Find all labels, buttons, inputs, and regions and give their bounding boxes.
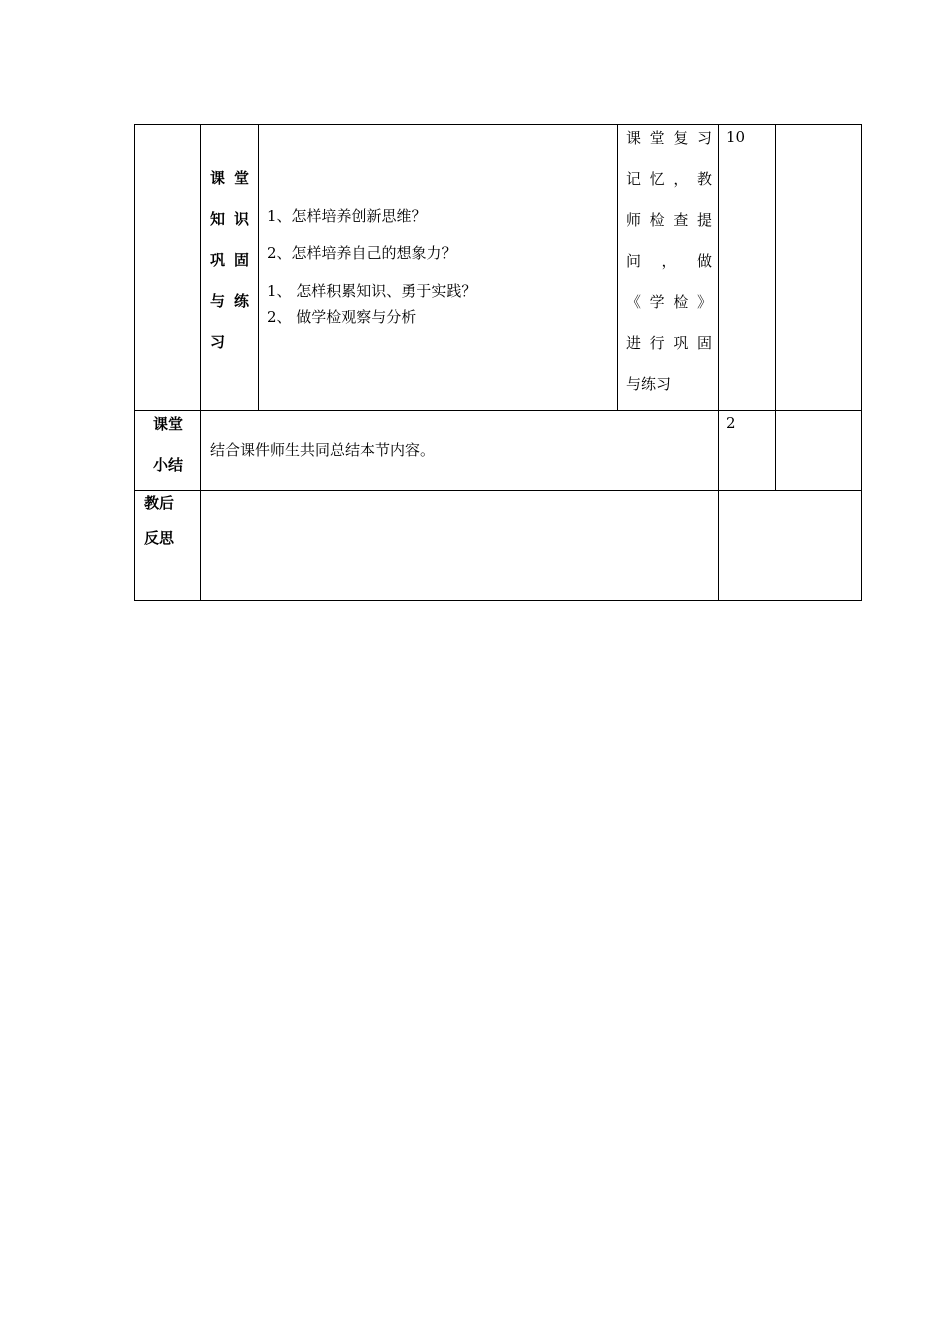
table-border-left [134,124,135,601]
consolidation-label-line: 与练 [210,292,259,310]
consolidation-minutes: 10 [726,128,746,146]
reflection-label-line: 教后 [144,494,175,512]
task-item: 2、 做学检观察与分析 [267,308,417,326]
reflection-label-line: 反思 [144,529,175,547]
table-border-bottom [134,600,862,601]
method-line: 记 忆 ， 教 [626,170,712,188]
method-line: 问 ， 做 [626,252,712,270]
task-item: 1、 怎样积累知识、勇于实践？ [267,282,477,300]
summary-minutes: 2 [726,414,736,432]
table-border-top [134,124,862,125]
table-col-divider-4 [718,124,719,601]
consolidation-label-line: 习 [210,333,235,351]
consolidation-label-line: 巩固 [210,251,259,269]
consolidation-label-line: 课堂 [210,169,259,187]
summary-label-line: 课堂 [152,415,183,433]
teaching-method [626,118,712,405]
table-border-row1 [134,410,862,411]
method-line: 与练习 [626,375,672,393]
table-col-divider-2 [258,124,259,410]
consolidation-label-line: 知识 [210,210,259,228]
method-line: 《 学 检 》 [626,293,712,311]
table-border-row2 [134,490,862,491]
method-line: 师 检 查 提 [626,211,712,229]
method-line: 课 堂 复 习 [626,129,712,147]
summary-label [138,404,198,486]
question-item: 1、怎样培养创新思维？ [267,207,427,225]
table-col-divider-1 [200,124,201,601]
table-col-divider-3 [617,124,618,410]
reflection-label [144,486,174,556]
question-item: 2、怎样培养自己的想象力？ [267,244,457,262]
table-col-divider-5 [775,124,776,490]
table-border-right [861,124,862,601]
consolidation-label [210,158,258,363]
summary-label-line: 小结 [152,456,183,474]
method-line: 进 行 巩 固 [626,334,712,352]
summary-content: 结合课件师生共同总结本节内容。 [210,441,436,459]
